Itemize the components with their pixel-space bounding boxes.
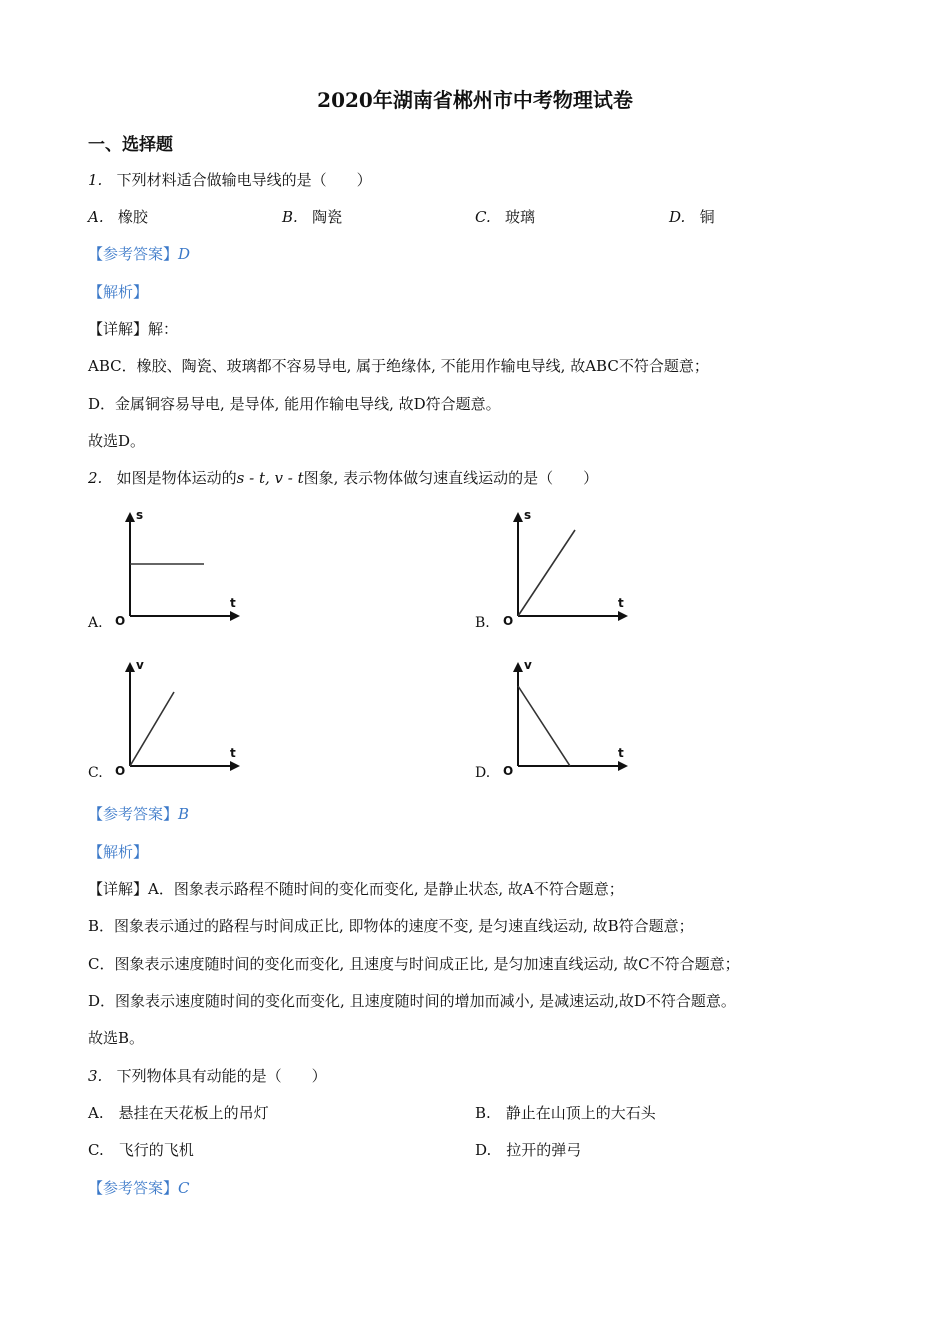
q1-option-c: C. 玻璃 [475,208,536,226]
graph-c [112,656,252,778]
q2-answer: 【参考答案】B [88,805,190,823]
q2-formula: s - t, v - t [236,469,304,487]
q1-stem [88,170,372,190]
page-title: 2020年湖南省郴州市中考物理试卷 [317,88,633,112]
q3-answer: 【参考答案】C [88,1179,190,1197]
graph-d-line [518,686,570,766]
q3-option-b: B. 静止在山顶上的大石头 [475,1104,656,1122]
q1-conclusion: 故选D。 [88,432,146,450]
graph-d-v-label: v [524,658,532,672]
q1-answer: 【参考答案】D [88,245,191,263]
q1-number: 1. [88,171,103,189]
graph-d-t-label: t [618,746,624,760]
graph-b-t-label: t [618,596,624,610]
graph-a-s-label: s [136,508,144,522]
q3-option-a: A. 悬挂在天花板上的吊灯 [88,1104,269,1122]
q3-stem: 3. 下列物体具有动能的是（ ） [88,1067,327,1085]
q2-conclusion: 故选B。 [88,1029,145,1047]
graph-b [500,508,640,628]
graph-a [112,508,252,628]
q1-option-b: B. 陶瓷 [282,208,343,226]
q2-explanation-2: B．图象表示通过的路程与时间成正比, 即物体的速度不变, 是匀速直线运动, 故B符合题意； [88,917,694,935]
graph-c-line [130,692,174,766]
graph-d-letter: D. [475,765,491,781]
q1-explanation-2: D．金属铜容易导电, 是导体, 能用作输电导线, 故D符合题意。 [88,395,501,413]
q2-explanation-4: D．图象表示速度随时间的变化而变化, 且速度随时间的增加而减小, 是减速运动,故D不符合题意。 [88,992,736,1010]
graph-a-t-label: t [230,596,236,610]
q1-option-d: D. 铜 [669,208,715,226]
q1-detail-label: 【详解】解： [88,320,179,338]
graph-b-letter: B. [475,615,490,631]
graph-d [500,656,640,778]
graph-d-origin: O [503,764,514,778]
graph-a-svg [112,508,252,628]
q2-stem: 2. 如图是物体运动的s - t, v - t图象, 表示物体做匀速直线运动的是（ ） [88,469,599,487]
q3-option-c: C. 飞行的飞机 [88,1141,194,1159]
q1-option-a: A. 橡胶 [88,208,148,226]
q1-analysis-label: 【解析】 [88,283,149,301]
q1-stem-text: 下列材料适合做输电导线的是（ ） [116,171,372,189]
q3-option-d: D. 拉开的弹弓 [475,1141,582,1159]
section-heading: 一、选择题 [88,135,173,155]
q2-analysis-label: 【解析】 [88,843,149,861]
graph-b-svg [500,508,640,628]
q2-number: 2. [88,469,103,487]
q2-explanation-1: 【详解】A．图象表示路程不随时间的变化而变化, 是静止状态, 故A不符合题意； [88,880,624,898]
graph-c-origin: O [115,764,126,778]
graph-a-letter: A. [88,615,103,631]
graph-b-line [518,530,575,616]
graph-a-origin: O [115,614,126,628]
graph-b-origin: O [503,614,514,628]
graph-c-letter: C. [88,765,103,781]
q3-number: 3. [88,1067,103,1085]
graph-c-v-label: v [136,658,144,672]
q1-explanation-1: ABC．橡胶、陶瓷、玻璃都不容易导电, 属于绝缘体, 不能用作输电导线, 故ABC不符合题意； [88,357,709,375]
q2-explanation-3: C．图象表示速度随时间的变化而变化, 且速度与时间成正比, 是匀加速直线运动, 故C不符合题意； [88,955,740,973]
graph-c-t-label: t [230,746,236,760]
graph-b-s-label: s [524,508,532,522]
